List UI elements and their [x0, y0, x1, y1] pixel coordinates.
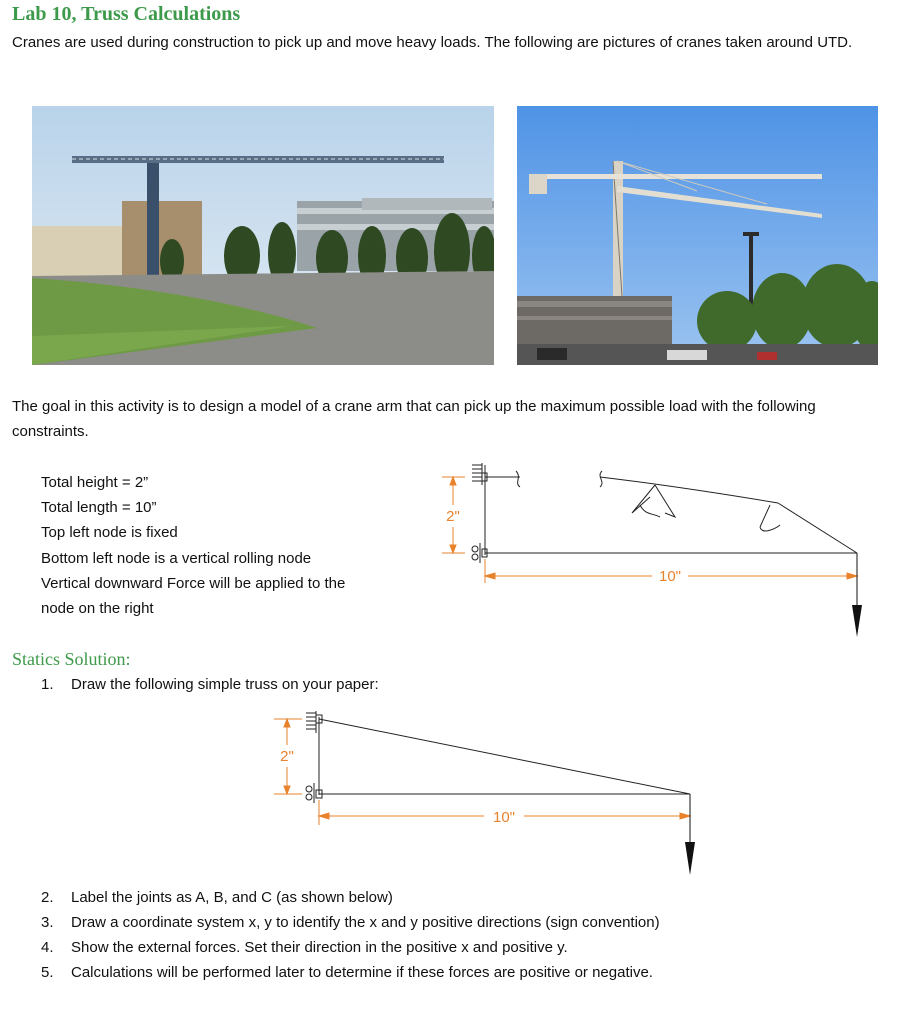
- break-line-left: [485, 471, 520, 487]
- constraint-item: Total height = 2”: [41, 474, 149, 491]
- intro-paragraph: Cranes are used during construction to pick up and move heavy loads. The following are pictures of cranes taken around UTD.: [12, 34, 853, 51]
- hand-sketch-2: [760, 505, 780, 531]
- step-number: 3.: [41, 914, 54, 931]
- step-text: Calculations will be performed later to determine if these forces are positive or negative.: [71, 964, 653, 981]
- top-diagonal-member: [319, 719, 690, 794]
- top-member-sketch: [600, 477, 778, 503]
- load-force-arrow: [852, 553, 862, 637]
- roller-support: [306, 783, 322, 803]
- step-text: Show the external forces. Set their direction in the positive x and positive y.: [71, 939, 568, 956]
- step-4: [41, 939, 568, 956]
- step-number: 4.: [41, 939, 54, 956]
- crane-photo-campus: [32, 106, 494, 365]
- constraint-item: Vertical downward Force will be applied to the: [41, 574, 346, 592]
- constraint-item: Total length = 10”: [41, 499, 157, 517]
- simple-truss-diagram: [262, 705, 712, 885]
- fixed-support-hatch: [306, 711, 322, 733]
- page-title: Lab 10, Truss Calculations: [12, 3, 241, 25]
- step-number: 5.: [41, 964, 54, 981]
- length-dimension-label: 10": [658, 568, 682, 585]
- break-line-right: [600, 471, 602, 487]
- constraints-list: [41, 470, 345, 621]
- constraint-item: Bottom left node is a vertical rolling node: [41, 549, 312, 567]
- step-number: 2.: [41, 889, 54, 906]
- step-text: Draw a coordinate system x, y to identify the x and y positive directions (sign convention): [71, 914, 660, 931]
- crane-arm-diagram: [420, 455, 870, 645]
- goal-paragraph: The goal in this activity is to design a model of a crane arm that can pick up the maximum possible load with the following constraints.: [12, 398, 816, 440]
- constraint-item: node on the right: [41, 600, 154, 618]
- constraint-item: Top left node is fixed: [41, 524, 178, 542]
- step-text: Draw the following simple truss on your paper:: [71, 676, 379, 693]
- step-5: [41, 964, 653, 981]
- step-text: Label the joints as A, B, and C (as shown below): [71, 889, 393, 906]
- length-dimension-label: 10": [492, 809, 516, 826]
- step-1: [41, 676, 379, 693]
- diagonal-member: [778, 503, 857, 553]
- statics-heading: Statics Solution:: [12, 649, 131, 669]
- height-dimension-label: 2": [280, 748, 294, 765]
- crane-photo-construction: [517, 106, 878, 365]
- step-2: [41, 889, 393, 906]
- step-number: 1.: [41, 676, 54, 693]
- height-dimension-label: 2": [446, 508, 460, 525]
- step-3: [41, 914, 660, 931]
- hand-sketch-1: [632, 485, 675, 517]
- load-force-arrow: [685, 794, 695, 875]
